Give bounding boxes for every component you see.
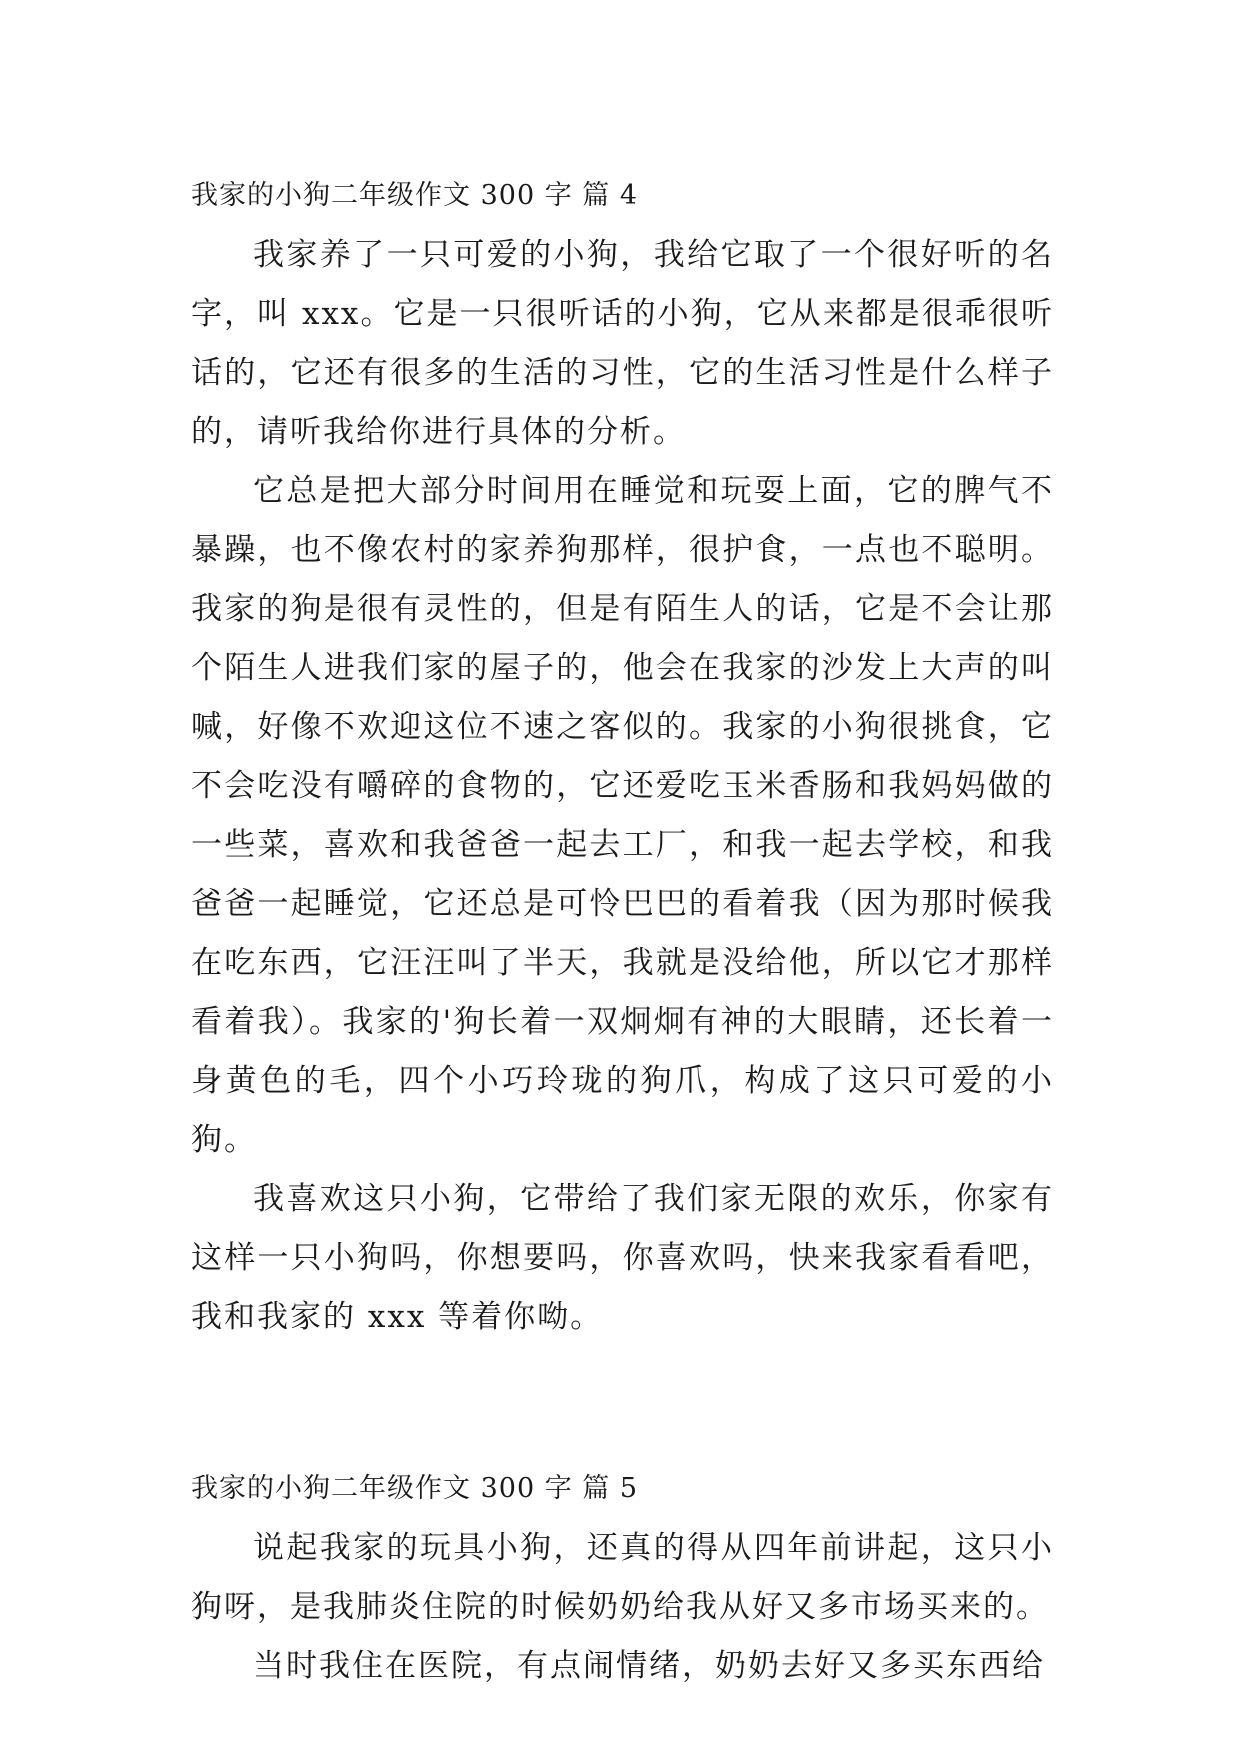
paragraph: 它总是把大部分时间用在睡觉和玩耍上面，它的脾气不暴躁，也不像农村的家养狗那样，很护食，一点也不聪明。我家的狗是很有灵性的，但是有陌生人的话，它是不会让那个陌生人进我们家的屋子的，他会在我家的沙发上大声的叫喊，好像不欢迎这位不速之客似的。我家的小狗很挑食，它不会吃没有嚼碎的食物的，它还爱吃玉米香肠和我妈妈做的一些菜，喜欢和我爸爸一起去工厂，和我一起去学校，和我爸爸一起睡觉，它还总是可怜巴巴的看着我（因为那时候我在吃东西，它汪汪叫了半天，我就是没给他，所以它才那样看着我）。我家的'狗长着一双炯炯有神的大眼睛，还长着一身黄色的毛，四个小巧玲珑的狗爪，构成了这只可爱的小狗。 [191,473,1054,1158]
paragraph: 说起我家的玩具小狗，还真的得从四年前讲起，这只小狗呀，是我肺炎住院的时候奶奶给我从好又多市场买来的。 [191,1530,1054,1625]
paragraph: 我家养了一只可爱的小狗，我给它取了一个很好听的名字，叫 xxx。它是一只很听话的小狗，它从来都是很乖很听话的，它还有很多的生活的习性，它的生活习性是什么样子的，请听我给你进行具体的分析。 [191,237,1054,450]
essay-section-4 [191,166,1054,1347]
paragraph: 当时我住在医院，有点闹情绪，奶奶去好又多买东西给 [253,1648,1045,1684]
paragraph: 我喜欢这只小狗，它带给了我们家无限的欢乐，你家有这样一只小狗吗，你想要吗，你喜欢吗，快来我家看看吧，我和我家的 xxx 等着你呦。 [191,1181,1054,1335]
section-heading: 我家的小狗二年级作文 300 字 篇 5 [191,1473,639,1504]
document-page [191,166,1054,1696]
section-heading: 我家的小狗二年级作文 300 字 篇 4 [191,180,639,211]
section-spacer [191,1347,1054,1459]
essay-section-5 [191,1459,1054,1696]
